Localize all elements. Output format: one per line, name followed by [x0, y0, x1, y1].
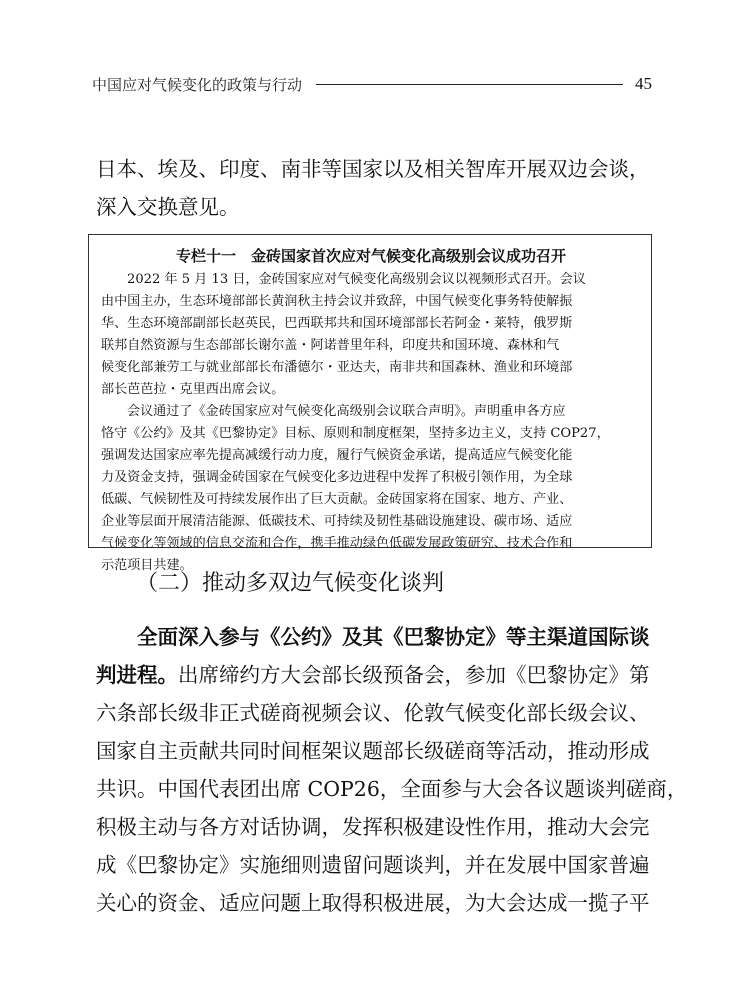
body-text: 出席缔约方大会部长级预备会，参加《巴黎协定》第 — [178, 663, 650, 687]
lead-sentence-end: 判进程。 — [96, 663, 178, 687]
box-line: 由中国主办，生态环境部部长黄润秋主持会议并致辞，中国气候变化事务特使解振 — [101, 294, 573, 309]
box-line: 恪守《公约》及其《巴黎协定》目标、原则和制度框架，坚持多边主义，支持 COP27， — [101, 426, 610, 441]
box-line: 会议通过了《金砖国家应对气候变化高级别会议联合声明》。声明重申各方应 — [127, 404, 566, 419]
body-line — [96, 618, 648, 656]
box-title: 专栏十一 金砖国家首次应对气候变化高级别会议成功召开 — [175, 247, 566, 265]
lead-sentence: 全面深入参与《公约》及其《巴黎协定》等主渠道国际谈 — [137, 625, 650, 649]
intro-line: 日本、埃及、印度、南非等国家以及相关智库开展双边会谈， — [96, 157, 650, 181]
feature-box — [88, 234, 652, 573]
box-line: 强调发达国家应率先提高减缓行动力度，履行气候资金承诺，提高适应气候变化能 — [101, 448, 573, 463]
box-line: 示范项目共建。 — [101, 558, 193, 573]
box-line: 候变化部兼劳工与就业部部长布潘德尔・亚达夫，南非共和国森林、渔业和环境部 — [101, 360, 573, 375]
intro-line: 深入交换意见。 — [96, 195, 240, 219]
body-line: 共识。中国代表团出席 COP26，全面参与大会各议题谈判磋商， — [96, 777, 688, 801]
header-title: 中国应对气候变化的政策与行动 — [92, 75, 303, 94]
body-line — [96, 656, 648, 694]
box-line: 气候变化等领域的信息交流和合作，携手推动绿色低碳发展政策研究、技术合作和 — [101, 536, 573, 551]
body-line: 积极主动与各方对话协调，发挥积极建设性作用，推动大会完 — [96, 815, 650, 839]
body-line: 六条部长级非正式磋商视频会议、伦敦气候变化部长级会议、 — [96, 701, 650, 725]
box-line: 企业等层面开展清洁能源、低碳技术、可持续及韧性基础设施建设、碳市场、适应 — [101, 514, 573, 529]
body-line: 成《巴黎协定》实施细则遗留问题谈判，并在发展中国家普遍 — [96, 853, 650, 877]
section-heading: （二）推动多双边气候变化谈判 — [136, 571, 445, 596]
body-line: 国家自主贡献共同时间框架议题部长级磋商等活动，推动形成 — [96, 739, 650, 763]
body-line: 关心的资金、适应问题上取得积极进展，为大会达成一揽子平 — [96, 891, 650, 915]
box-line: 部长芭芭拉・克里西出席会议。 — [101, 382, 285, 397]
page-number: 45 — [635, 74, 652, 93]
box-line: 华、生态环境部副部长赵英民，巴西联邦共和国环境部部长若阿金・莱特，俄罗斯 — [101, 316, 573, 331]
box-line: 联邦自然资源与生态部部长谢尔盖・阿诺普里年科，印度共和国环境、森林和气 — [101, 338, 560, 353]
box-line: 力及资金支持，强调金砖国家在气候变化多边进程中发挥了积极引领作用，为全球 — [101, 470, 573, 485]
running-header — [92, 72, 652, 96]
intro-paragraph — [96, 150, 648, 226]
header-rule — [316, 84, 623, 85]
box-line: 低碳、气候韧性及可持续发展作出了巨大贡献。金砖国家将在国家、地方、产业、 — [101, 492, 573, 507]
box-line: 2022 年 5 月 13 日，金砖国家应对气候变化高级别会议以视频形式召开。会议 — [127, 272, 586, 287]
body-paragraph — [96, 618, 688, 922]
